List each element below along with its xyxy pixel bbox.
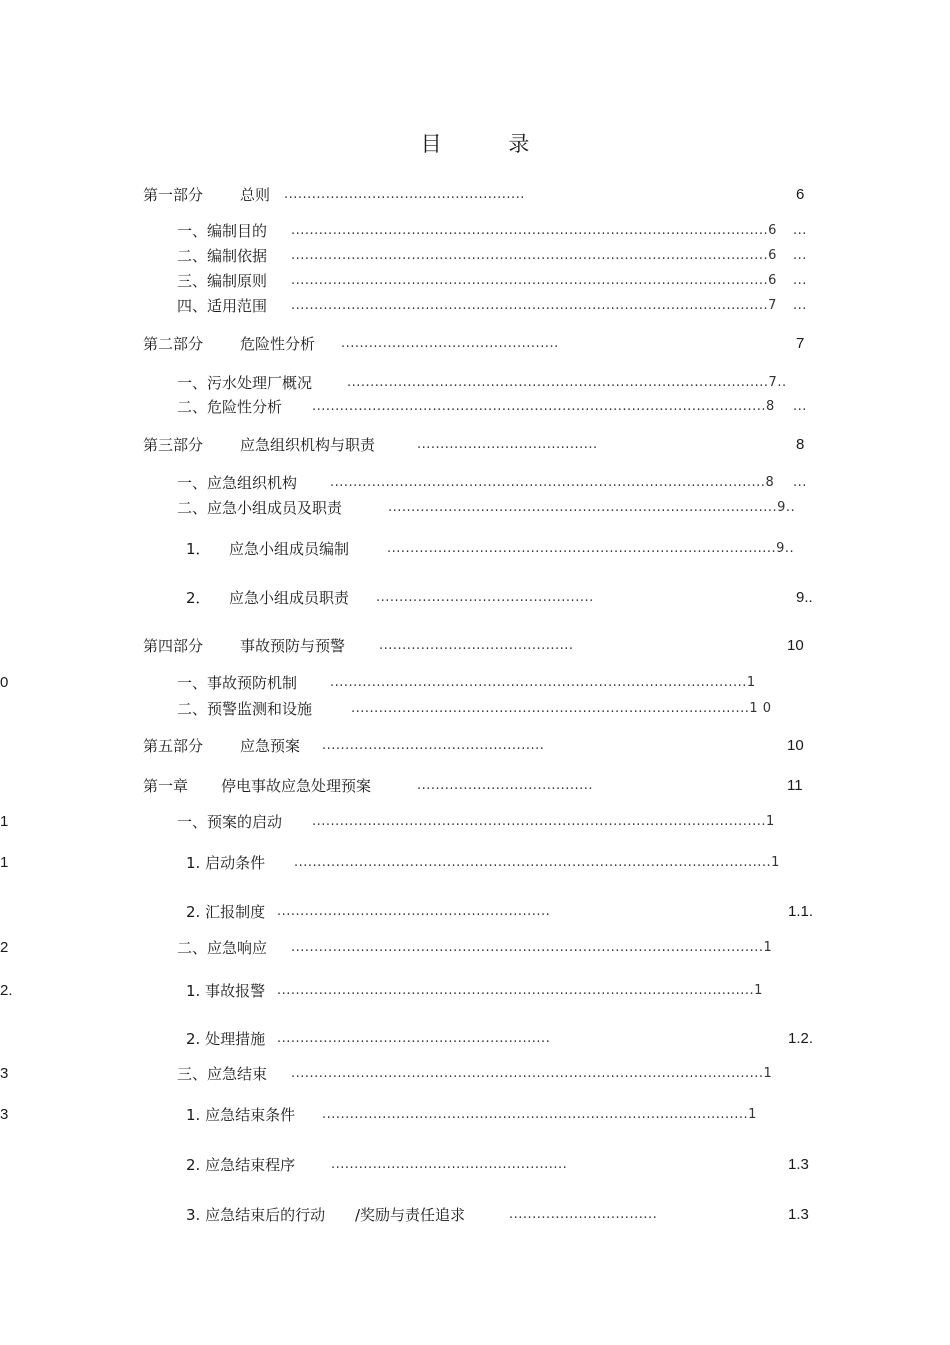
toc-entry[interactable] [0,270,950,292]
toc-entry[interactable] [0,184,950,206]
toc-leader-dots: .......................................................................................................1 [277,983,763,998]
toc-entry[interactable] [0,538,950,560]
toc-page-number: 8 [796,436,805,453]
toc-leader-dots: .......................................... [379,638,574,653]
toc-leader-dots: ..............................................................................................8 [330,475,775,490]
toc-entry[interactable] [0,980,950,1002]
toc-entry-label: 二、预警监测和设施 [177,700,313,718]
toc-entry-label: 3. 应急结束后的行动 [186,1206,326,1224]
toc-leader-dots: ....................................................................................9.. [388,500,796,515]
toc-entry-title: 事故预防与预警 [240,637,346,655]
toc-entry-label: 第二部分 [143,335,204,353]
toc-leader-dots: .................................................... [284,187,525,202]
toc-entry[interactable] [0,735,950,757]
toc-page-number: 1.3 [788,1206,809,1223]
toc-entry-label: 第一章 [143,777,189,795]
toc-entry-title: 应急预案 [240,737,301,755]
toc-leader-dots: ....................................................................................9.. [387,541,795,556]
toc-entry-label: 一、编制目的 [177,222,268,240]
toc-leader-dots: .......................................................................................................7 [291,298,777,313]
toc-entry[interactable] [0,587,950,609]
toc-entry-label: 第一部分 [143,186,204,204]
toc-page-number: 7 [796,335,805,352]
toc-leader-dots: ............................................................................................1 [322,1107,757,1122]
toc-leader-dots: .......................................................................................................1 [294,855,780,870]
toc-entry[interactable] [0,220,950,242]
toc-entry-label: 1. 应急结束条件 [186,1106,296,1124]
toc-entry-label: 三、应急结束 [177,1065,268,1083]
toc-entry[interactable] [0,698,950,720]
toc-entry[interactable] [0,396,950,418]
toc-leader-dots: .......................................................................................................6 [291,223,777,238]
toc-entry-label: 二、危险性分析 [177,398,283,416]
toc-entry[interactable] [0,333,950,355]
toc-trailing-dots: ... [793,223,807,238]
toc-entry[interactable] [0,497,950,519]
toc-entry-title: 应急小组成员职责 [229,589,350,607]
toc-entry[interactable] [0,1154,950,1176]
toc-entry-label: 第四部分 [143,637,204,655]
toc-leader-dots: ................................................ [322,738,545,753]
toc-entry-title: 总则 [240,186,271,204]
toc-leader-dots: .......................................................................................................6 [291,273,777,288]
toc-entry-label: 一、应急组织机构 [177,474,298,492]
toc-page-number: 9.. [796,589,813,606]
toc-title: 目 录 [420,132,560,156]
toc-entry-label: 第五部分 [143,737,204,755]
toc-entry-label: 2. 汇报制度 [186,903,266,921]
toc-entry[interactable] [0,635,950,657]
toc-leader-dots: ...........................................................................................7.. [347,375,787,390]
toc-entry-title: 停电事故应急处理预案 [221,777,372,795]
toc-entry-label: 三、编制原则 [177,272,268,290]
toc-page-number: 1.1. [788,903,814,920]
toc-page-number: 11 [787,777,803,794]
toc-entry-label: 一、事故预防机制 [177,674,298,692]
toc-entry[interactable] [0,1104,950,1126]
toc-entry[interactable] [0,852,950,874]
toc-trailing-dots: ... [793,273,807,288]
toc-leader-dots: ............................................... [341,336,559,351]
toc-leader-dots: ...................................... [417,778,594,793]
toc-leader-dots: ......................................................................................................1 [291,1066,773,1081]
toc-leader-dots: ......................................................................................................1 [291,940,773,955]
toc-leader-dots: ......................................................................................1 0 [351,701,772,716]
toc-page-number: 10 [787,737,804,754]
toc-entry[interactable] [0,1204,950,1226]
toc-entry-title: /奖励与责任追求 [355,1206,466,1224]
toc-entry-label: 第三部分 [143,436,204,454]
toc-leader-dots: ..........................................................................................1 [330,675,756,690]
toc-entry-title: 应急小组成员编制 [229,540,350,558]
toc-page-number: 1 [0,813,9,830]
toc-entry[interactable] [0,472,950,494]
toc-entry-label: 一、污水处理厂概况 [177,374,313,392]
toc-entry-label: 1． [186,540,211,558]
toc-entry[interactable] [0,901,950,923]
toc-leader-dots: ....................................... [417,437,598,452]
toc-entry[interactable] [0,672,950,694]
toc-entry[interactable] [0,1028,950,1050]
toc-leader-dots: ........................................................... [277,904,551,919]
toc-leader-dots: ..................................................................................................8 [312,399,775,414]
toc-page-number: 10 [787,637,804,654]
toc-entry-label: 1. 事故报警 [186,982,266,1000]
toc-leader-dots: .......................................................................................................6 [291,248,777,263]
toc-page-number: 0 [0,674,9,691]
toc-entry-label: 1. 启动条件 [186,854,266,872]
toc-entry-title: 应急组织机构与职责 [240,436,376,454]
toc-page-number: 1.2. [788,1030,814,1047]
toc-entry[interactable] [0,1063,950,1085]
toc-leader-dots: ........................................................... [277,1031,551,1046]
toc-entry-label: 2. 应急结束程序 [186,1156,296,1174]
toc-entry[interactable] [0,434,950,456]
toc-entry-label: 2. 处理措施 [186,1030,266,1048]
toc-page-number: 3 [0,1065,9,1082]
toc-leader-dots: ................................................... [331,1157,568,1172]
toc-entry-label: 一、预案的启动 [177,813,283,831]
toc-page-number: 2. [0,982,13,999]
toc-page-number: 1 [0,854,9,871]
toc-page-number: 3 [0,1106,9,1123]
toc-leader-dots: ................................ [509,1207,658,1222]
toc-entry-title: 危险性分析 [240,335,316,353]
toc-leader-dots: ............................................... [376,590,594,605]
toc-entry[interactable] [0,372,950,394]
toc-leader-dots: ..................................................................................................1 [312,814,775,829]
toc-trailing-dots: ... [793,399,807,414]
toc-entry-label: 二、应急响应 [177,939,268,957]
toc-trailing-dots: ... [793,475,807,490]
toc-trailing-dots: ... [793,298,807,313]
toc-entry[interactable] [0,937,950,959]
toc-entry-label: 二、应急小组成员及职责 [177,499,343,517]
toc-page-number: 2 [0,939,9,956]
toc-entry[interactable] [0,295,950,317]
toc-trailing-dots: ... [793,248,807,263]
toc-entry[interactable] [0,775,950,797]
toc-entry-label: 2． [186,589,211,607]
toc-entry-label: 四、适用范围 [177,297,268,315]
toc-entry[interactable] [0,811,950,833]
toc-entry-label: 二、编制依据 [177,247,268,265]
toc-page-number: 1.3 [788,1156,809,1173]
toc-page-number: 6 [796,186,805,203]
toc-entry[interactable] [0,245,950,267]
